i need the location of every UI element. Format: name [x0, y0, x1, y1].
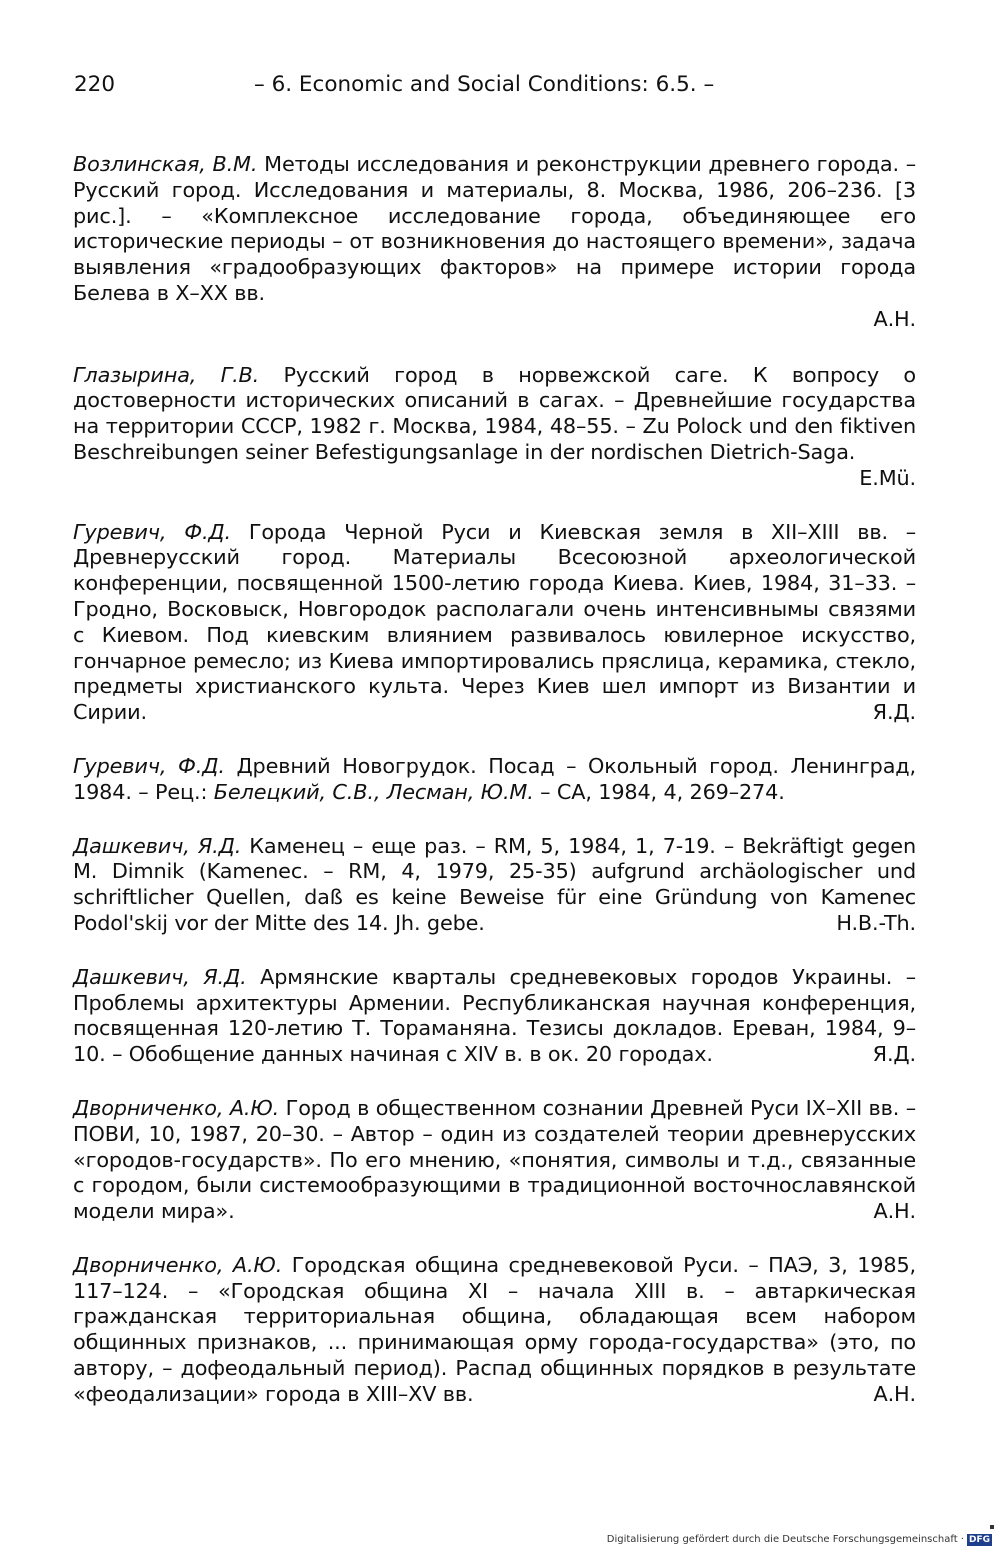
bibliography-entry	[73, 965, 916, 1068]
scan-mark	[990, 1525, 994, 1529]
page-number: 220	[74, 72, 116, 97]
bibliography-entry	[73, 363, 916, 492]
entry-author: Дворниченко, А.Ю.	[73, 1252, 283, 1277]
bibliography-entries	[73, 152, 916, 1436]
bibliography-entry	[73, 1253, 916, 1408]
entry-signature: E.Mü.	[859, 465, 916, 490]
entry-author: Гуревич, Ф.Д.	[73, 753, 225, 778]
entry-signature: Я.Д.	[872, 1042, 916, 1067]
entry-signature: А.Н.	[873, 1199, 916, 1224]
entry-author: Дашкевич, Я.Д.	[73, 833, 242, 858]
entry-text: Каменец – еще раз. – RM, 5, 1984, 1, 7-19. – Bekräftigt gegen M. Dimnik (Kamenec. – RM, 4, 1979, 25-35) aufgrund archäologischer und schriftlicher Quellen, daß es keine Beweise für eine Gründung von Kamenec Podol'skij vor der Mitte des 14. Jh. gebe.	[73, 833, 916, 935]
entry-signature: А.Н.	[873, 306, 916, 331]
entry-signature: А.Н.	[873, 1381, 916, 1406]
dfg-logo-icon: DFG	[968, 1535, 990, 1545]
entry-author: Глазырина, Г.В.	[73, 362, 260, 387]
bibliography-entry	[73, 152, 916, 333]
entry-text: Армянские кварталы средневековых городов Украины. – Проблемы архитектуры Армении. Республиканская научная конференция, посвященная 120-летию Т. Тораманяна. Тезисы докладов. Ереван, 1984, 9–10. – Обобщение данных начиная с XIV в. в ок. 20 городах.	[73, 964, 916, 1067]
entry-author: Гуревич, Ф.Д.	[73, 519, 231, 544]
bibliography-entry	[73, 754, 916, 806]
entry-author: Дашкевич, Я.Д.	[73, 964, 247, 989]
entry-text: Город в общественном сознании Древней Руси IX–XII вв. – ПОВИ, 10, 1987, 20–30. – Автор – один из создателей теории древнерусских «городов-государств». По его мнению, «понятия, символы и т.д., связанные с городом, были системообразующими в традиционной восточнославянской модели мира».	[73, 1095, 916, 1224]
entry-reviewers: Белецкий, С.В., Лесман, Ю.М.	[213, 779, 534, 804]
digitization-footer	[607, 1533, 992, 1547]
entry-text: Древний Новогрудок. Посад – Окольный город. Ленинград, 1984. – Рец.:	[73, 753, 916, 804]
bibliography-entry	[73, 1096, 916, 1225]
running-head: – 6. Economic and Social Conditions: 6.5. –	[254, 72, 715, 97]
entry-text: Города Черной Руси и Киевская земля в XII–XIII вв. – Древнерусский город. Материалы Всесоюзной археологической конференции, посвященной 1500-летию города Киева. Киев, 1984, 31–33. – Гродно, Восковыск, Новгородок располагали очень интенсивнымы связями с Киевом. Под киевским влиянием развивалось ювилерное искусство, гончарное ремесло; из Киева импортировались пряслица, керамика, стекло, предметы христианского культа. Через Киев шел импорт из Византии и Сирии.	[73, 519, 917, 725]
footer-text: Digitalisierung gefördert durch die Deutsche Forschungsgemeinschaft ·	[606, 1534, 964, 1545]
entry-signature: H.B.-Th.	[836, 910, 916, 935]
bibliography-entry	[73, 520, 916, 726]
bibliography-entry	[73, 834, 916, 937]
entry-text: Методы исследования и реконструкции древнего города. – Русский город. Исследования и материалы, 8. Москва, 1986, 206–236. [3 рис.]. – «Комплексное исследование города, объединяющее его исторические периоды – от возникновения до настоящего времени», задача выявления «градообразующих факторов» на примере истории города Белева в X–XX вв.	[73, 152, 917, 305]
entry-text-after: – СА, 1984, 4, 269–274.	[540, 779, 785, 804]
entry-text: Русский город в норвежской саге. К вопросу о достоверности исторических описаний в сагах. – Древнейшие государства на территории СССР, 1982 г. Москва, 1984, 48–55. – Zu Polock und den fiktiven Beschreibungen seiner Befestigungsanlage in der nordischen Dietrich-Saga.	[73, 362, 916, 464]
page-header	[74, 68, 916, 102]
entry-text: Городская община средневековой Руси. – ПАЭ, 3, 1985, 117–124. – «Городская община XI – начала XIII в. – автаркическая гражданская территориальная община, обладающая всем набором общинных признаков, ... принимающая орму города-государства» (это, по автору, – дофеодальный период). Распад общинных порядков в результате «феодализации» города в XIII–XV вв.	[73, 1252, 916, 1406]
entry-signature: Я.Д.	[872, 700, 916, 725]
entry-author: Возлинская, В.М.	[73, 152, 258, 176]
entry-author: Дворниченко, А.Ю.	[73, 1095, 280, 1120]
